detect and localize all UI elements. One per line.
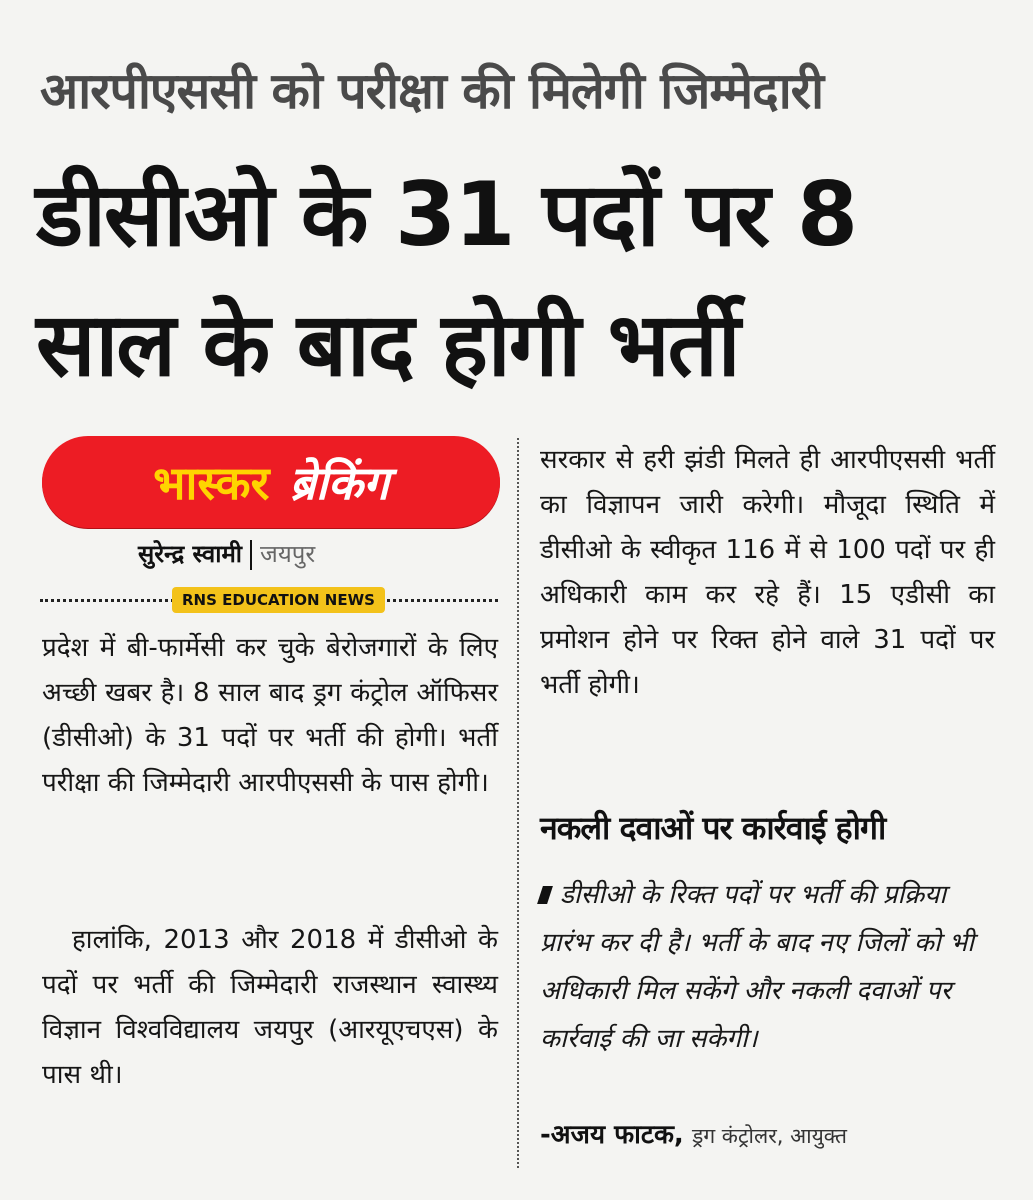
quote-person-name: -अजय फाटक, <box>540 1120 684 1150</box>
quote-person-role: ड्रग कंट्रोलर, आयुक्त <box>692 1124 848 1148</box>
byline-divider <box>250 540 252 570</box>
quote-block <box>540 871 995 1063</box>
kicker-headline: आरपीएससी को परीक्षा की मिलेगी जिम्मेदारी <box>40 62 824 120</box>
right-column-paragraph-1: सरकार से हरी झंडी मिलते ही आरपीएससी भर्ती का विज्ञापन जारी करेगी। मौजूदा स्थिति में डीसीओ के स्वीकृत 116 में से 100 पदों पर ही अधिकारी काम कर रहे हैं। 15 एडीसी का प्रमोशन होने पर रिक्त होने वाले 31 पदों पर भर्ती होगी। <box>540 445 995 700</box>
left-column-paragraph-2: हालांकि, 2013 और 2018 में डीसीओ के पदों पर भर्ती की जिम्मेदारी राजस्थान स्वास्थ्य विज्ञान विश्वविद्यालय जयपुर (आरयूएचएस) के पास थी। <box>42 925 498 1090</box>
main-headline-line-1: डीसीओ के 31 पदों पर 8 <box>36 163 857 266</box>
brand-name: भास्कर <box>153 456 270 510</box>
subheading: नकली दवाओं पर कार्रवाई होगी <box>540 809 886 847</box>
brand-banner <box>42 436 500 528</box>
byline <box>138 537 315 570</box>
brand-breaking-label: ब्रेकिंग <box>289 456 389 510</box>
dateline-city: जयपुर <box>260 540 316 568</box>
quote-text: डीसीओ के रिक्त पदों पर भर्ती की प्रक्रिया प्रारंभ कर दी है। भर्ती के बाद नए जिलों को भी अधिकारी मिल सकेंगे और नकली दवाओं पर कार्रवाई की जा सकेगी। <box>540 880 974 1054</box>
column-divider <box>517 438 519 1168</box>
quote-attribution <box>540 1115 1000 1151</box>
author-name: सुरेन्द्र स्वामी <box>138 540 243 568</box>
source-tag: RNS EDUCATION NEWS <box>172 587 385 613</box>
main-headline-line-2: साल के बाद होगी भर्ती <box>36 293 739 396</box>
quote-bullet-icon <box>537 886 553 904</box>
left-column-paragraph-1: प्रदेश में बी-फार्मेसी कर चुके बेरोजगारों के लिए अच्छी खबर है। 8 साल बाद ड्रग कंट्रोल ऑफिसर (डीसीओ) के 31 पदों पर भर्ती की होगी। भर्ती परीक्षा की जिम्मेदारी आरपीएससी के पास होगी। <box>42 633 498 798</box>
